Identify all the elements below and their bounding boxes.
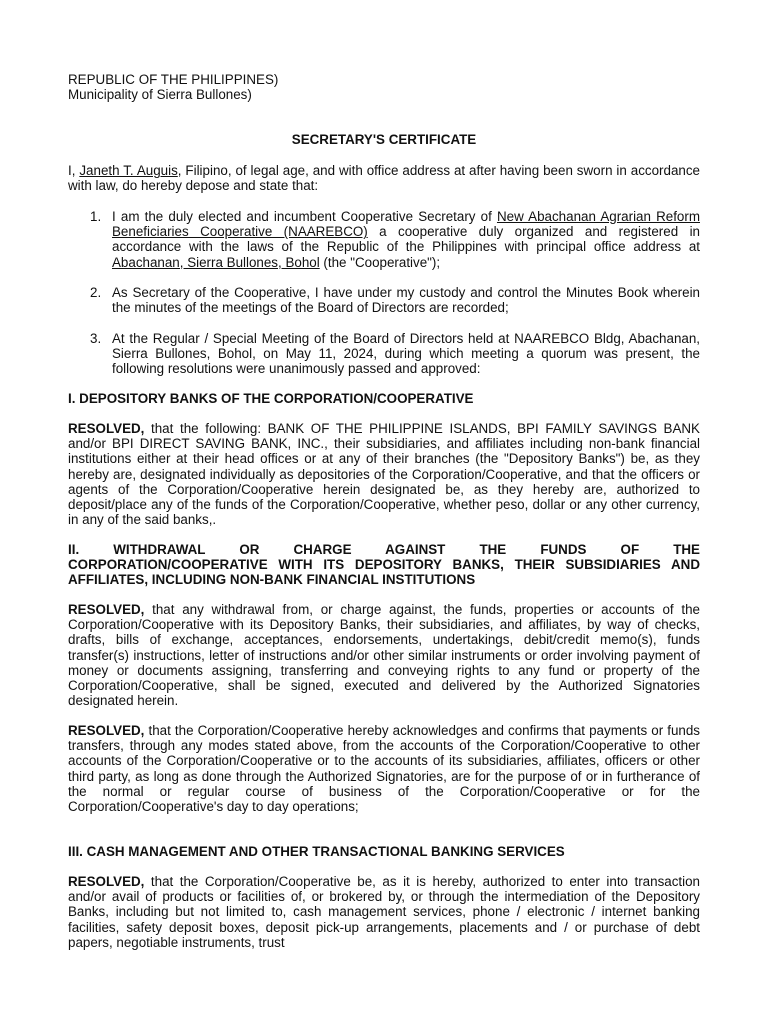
- document-header: [68, 72, 278, 102]
- list-item: [90, 331, 700, 377]
- list-item-text: I am the duly elected and incumbent Cooperative Secretary of: [112, 209, 497, 224]
- section-heading-2-line1: II. WITHDRAWAL OR CHARGE AGAINST THE FUNDS OF THE: [68, 542, 700, 557]
- resolved-text: that the Corporation/Cooperative be, as it is hereby, authorized to enter into transaction and/or avail of products or facilities of, or brokered by, or through the intermediation of the Depository Banks, including but not limited to, cash management services, phone / electronic / internet banking facilities, safety deposit boxes, deposit pick-up arrangements, placements and / or purchase of debt papers, negotiable instruments, trust: [68, 874, 700, 950]
- section2-paragraph-1: [68, 602, 700, 708]
- resolved-label: RESOLVED,: [68, 421, 145, 436]
- section-heading-2: [68, 542, 700, 588]
- intro-paragraph: [68, 163, 700, 193]
- section-heading-2-rest: CORPORATION/COOPERATIVE WITH ITS DEPOSITORY BANKS, THEIR SUBSIDIARIES AND AFFILIATES, INCLUDING NON-BANK FINANCIAL INSTITUTIONS: [68, 557, 700, 588]
- list-item: [90, 285, 700, 315]
- header-municipality: Municipality of Sierra Bullones): [68, 87, 252, 103]
- header-republic: REPUBLIC OF THE PHILIPPINES): [68, 72, 279, 87]
- list-item-number: 2.: [90, 285, 102, 300]
- intro-prefix: I,: [68, 163, 80, 178]
- resolved-label: RESOLVED,: [68, 602, 145, 617]
- list-item: [90, 209, 700, 270]
- list-item-number: 1.: [90, 209, 102, 224]
- principal-address: Abachanan, Sierra Bullones, Bohol: [112, 254, 320, 270]
- list-item-text: a cooperative duly organized and registered in accordance with the laws of the Republic of the Philippines with principal office address at: [112, 224, 700, 255]
- resolved-text: that the Corporation/Cooperative hereby acknowledges and confirms that payments or funds transfers, through any modes stated above, from the accounts of the Corporation/Cooperative to other accounts of the Corporation/Cooperative or to the accounts of its subsidiaries, affiliates, officers or other third party, as long as done through the Authorized Signatories, are for the purpose of or in furtherance of the normal or regular course of business of the Corporation/Cooperative or for the Corporation/Cooperative's day to day operations;: [68, 723, 700, 815]
- section3-paragraph: [68, 874, 700, 950]
- secretary-name: Janeth T. Auguis: [79, 163, 178, 178]
- cooperative-name: New Abachanan Agrarian Reform Beneficiaries Cooperative (NAAREBCO): [112, 209, 700, 240]
- resolved-text: that the following: BANK OF THE PHILIPPINE ISLANDS, BPI FAMILY SAVINGS BANK and/or BPI DIRECT SAVING BANK, INC., their subsidiaries, and affiliates including non-bank financial institutions either at their head offices or at any of their branches (the "Depository Banks") be, as they hereby are, designated individually as depositories of the Corporation/Cooperative, and that the officers or agents of the Corporation/Cooperative herein designated be, as they hereby are, authorized to deposit/place any of the funds of the Corporation/Cooperative, whether peso, dollar or any other currency, in any of the said banks,.: [68, 421, 700, 528]
- list-item-number: 3.: [90, 331, 102, 346]
- list-item-text: (the "Cooperative");: [319, 254, 441, 270]
- intro-rest: , Filipino, of legal age, and with office address at after having been sworn in accordance with law, do hereby depose and state that:: [68, 163, 700, 194]
- section-heading-1: I. DEPOSITORY BANKS OF THE CORPORATION/COOPERATIVE: [68, 391, 474, 406]
- resolved-label: RESOLVED,: [68, 874, 145, 889]
- section-heading-3: III. CASH MANAGEMENT AND OTHER TRANSACTIONAL BANKING SERVICES: [68, 844, 565, 859]
- resolved-text: that any withdrawal from, or charge against, the funds, properties or accounts of the Corporation/Cooperative with its Depository Banks, their subsidiaries, and affiliates, by way of checks, drafts, bills of exchange, acceptances, endorsements, undertakings, debit/credit memo(s), funds transfer(s) instructions, letter of instructions and/or other similar instruments or order involving payment of money or documents assigning, transferring and conveying rights to any fund or property of the Corporation/Cooperative, shall be signed, executed and delivered by the Authorized Signatories designated herein.: [68, 602, 700, 709]
- resolved-label: RESOLVED,: [68, 723, 145, 738]
- section2-paragraph-2: [68, 723, 700, 814]
- list-item-text: At the Regular / Special Meeting of the Board of Directors held at NAAREBCO Bldg, Abachanan, Sierra Bullones, Bohol, on May 11, 2024, during which meeting a quorum was present, the following resolutions were unanimously passed and approved:: [112, 331, 700, 377]
- page-title: SECRETARY'S CERTIFICATE: [291, 132, 477, 147]
- section1-paragraph: [68, 421, 700, 527]
- list-item-text: As Secretary of the Cooperative, I have under my custody and control the Minutes Book wherein the minutes of the meetings of the Board of Directors are recorded;: [112, 285, 700, 316]
